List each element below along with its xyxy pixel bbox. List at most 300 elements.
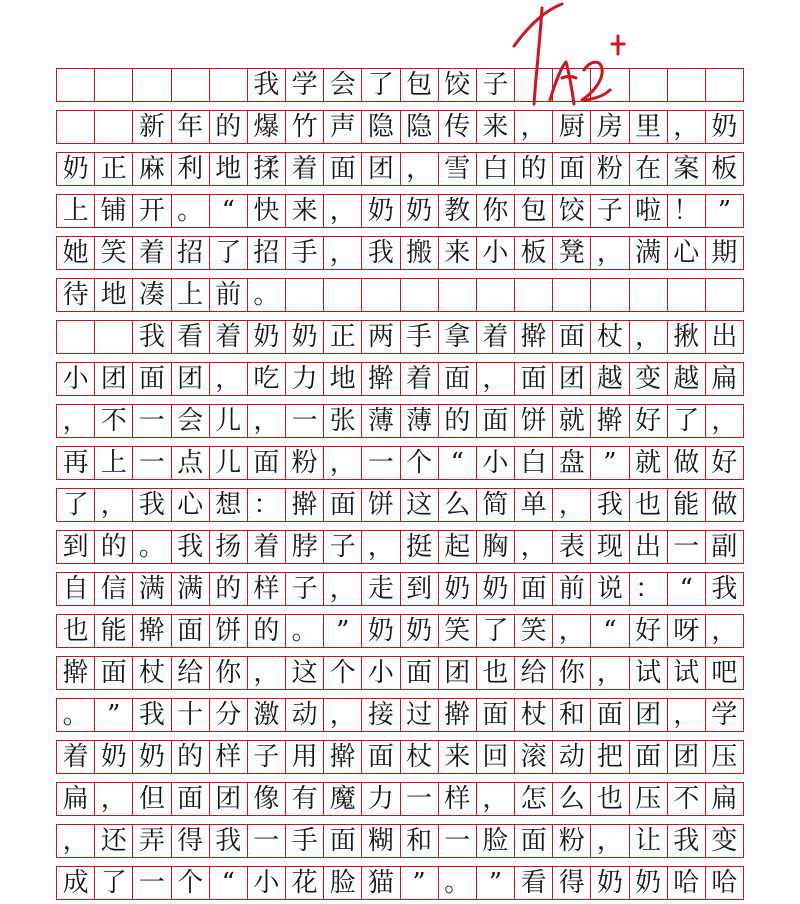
text-char: 满: [172, 573, 210, 606]
text-char: 个: [324, 657, 362, 690]
title-char: 了: [362, 69, 400, 102]
text-char: 传: [439, 111, 477, 144]
text-char: 满: [630, 237, 668, 270]
text-char: 一: [133, 405, 171, 438]
text-char: 前: [553, 573, 591, 606]
grid-row: [56, 656, 744, 690]
text-char: 面: [133, 363, 171, 396]
grid-row: [56, 236, 744, 270]
text-char: ，: [324, 447, 362, 480]
text-char: 在: [630, 153, 668, 186]
text-char: 一: [401, 783, 439, 816]
text-char: 面: [248, 447, 286, 480]
text-char: ”: [401, 867, 439, 900]
text-char: “: [668, 573, 706, 606]
text-char: 扁: [706, 783, 744, 816]
text-char: 面: [95, 657, 133, 690]
text-char: 猫: [362, 867, 400, 900]
text-char: 一: [133, 447, 171, 480]
text-char: 儿: [210, 447, 248, 480]
text-char: 个: [401, 447, 439, 480]
text-char: 隐: [362, 111, 400, 144]
text-char: 的: [172, 741, 210, 774]
text-char: 团: [362, 153, 400, 186]
text-char: 开: [133, 195, 171, 228]
grid-row: [56, 698, 744, 732]
text-char: 副: [706, 531, 744, 564]
text-char: 团: [668, 741, 706, 774]
text-char: 啦: [630, 195, 668, 228]
text-char: 笑: [95, 237, 133, 270]
grid-row: [56, 782, 744, 816]
text-char: 看: [172, 321, 210, 354]
text-char: 饼: [210, 615, 248, 648]
text-char: ，: [515, 111, 553, 144]
text-char: 脖: [286, 531, 324, 564]
text-char: ”: [591, 447, 629, 480]
text-char: 我: [133, 489, 171, 522]
text-char: 儿: [210, 405, 248, 438]
title-char: 饺: [439, 69, 477, 102]
text-char: ，: [591, 657, 629, 690]
grid-row: [56, 614, 744, 648]
text-char: 团: [95, 363, 133, 396]
text-char: 正: [324, 321, 362, 354]
text-char: ，: [324, 573, 362, 606]
text-char: 挺: [401, 531, 439, 564]
empty-cell: [286, 279, 324, 312]
text-char: 说: [591, 573, 629, 606]
empty-cell: [668, 69, 706, 102]
text-char: 声: [324, 111, 362, 144]
grid-row: [56, 446, 744, 480]
grid-row: [56, 488, 744, 522]
text-char: 地: [95, 279, 133, 312]
text-char: 得: [172, 825, 210, 858]
text-char: 待: [57, 279, 95, 312]
text-char: 两: [362, 321, 400, 354]
text-char: 好: [630, 405, 668, 438]
text-char: 的: [210, 573, 248, 606]
text-char: 过: [401, 699, 439, 732]
text-char: 擀: [439, 699, 477, 732]
text-char: 得: [553, 867, 591, 900]
grid-row: [56, 866, 744, 900]
text-char: 粉: [591, 153, 629, 186]
text-char: 哈: [706, 867, 744, 900]
text-char: ”: [324, 615, 362, 648]
text-char: 面: [477, 699, 515, 732]
text-char: 魔: [324, 783, 362, 816]
text-char: ：: [248, 489, 286, 522]
text-char: 薄: [401, 405, 439, 438]
text-char: 擀: [362, 363, 400, 396]
text-char: 简: [477, 489, 515, 522]
empty-cell: [172, 69, 210, 102]
text-char: 单: [515, 489, 553, 522]
text-char: 笑: [439, 615, 477, 648]
text-char: 十: [172, 699, 210, 732]
text-char: 案: [668, 153, 706, 186]
text-char: 上: [57, 195, 95, 228]
text-char: 雪: [439, 153, 477, 186]
empty-cell: [324, 279, 362, 312]
text-char: 样: [248, 573, 286, 606]
text-char: 前: [210, 279, 248, 312]
text-char: ，: [591, 237, 629, 270]
text-char: 着: [57, 741, 95, 774]
text-char: 面: [515, 573, 553, 606]
text-char: 子: [248, 741, 286, 774]
text-char: 怎: [515, 783, 553, 816]
text-char: 的: [439, 405, 477, 438]
text-char: 来: [286, 195, 324, 228]
text-char: 杖: [401, 741, 439, 774]
text-char: ！: [668, 195, 706, 228]
text-char: 压: [706, 741, 744, 774]
empty-cell: [57, 111, 95, 144]
text-char: 能: [95, 615, 133, 648]
text-char: 扁: [57, 783, 95, 816]
text-char: ，: [210, 363, 248, 396]
text-char: 地: [210, 153, 248, 186]
text-char: ，: [706, 405, 744, 438]
empty-cell: [630, 279, 668, 312]
text-char: 个: [172, 867, 210, 900]
text-char: 变: [706, 825, 744, 858]
text-char: 奶: [401, 615, 439, 648]
text-char: ，: [630, 321, 668, 354]
text-char: ，: [95, 783, 133, 816]
text-char: 面: [553, 321, 591, 354]
text-char: 杖: [591, 321, 629, 354]
text-char: 招: [172, 237, 210, 270]
text-char: 力: [362, 783, 400, 816]
text-char: ，: [324, 237, 362, 270]
text-char: ，: [553, 615, 591, 648]
text-char: 笑: [515, 615, 553, 648]
title-char: 我: [248, 69, 286, 102]
text-char: 的: [210, 111, 248, 144]
text-char: 面: [439, 363, 477, 396]
text-char: 白: [515, 447, 553, 480]
text-char: 心: [668, 237, 706, 270]
text-char: 面: [591, 699, 629, 732]
grid-row: [56, 110, 744, 144]
text-char: 滚: [515, 741, 553, 774]
text-char: 着: [210, 321, 248, 354]
text-char: 表: [553, 531, 591, 564]
text-char: ，: [515, 531, 553, 564]
text-char: 着: [286, 153, 324, 186]
text-char: 会: [172, 405, 210, 438]
text-char: 正: [95, 153, 133, 186]
text-char: 里: [630, 111, 668, 144]
text-char: ，: [553, 489, 591, 522]
text-char: 你: [210, 657, 248, 690]
text-char: 利: [172, 153, 210, 186]
text-char: 擀: [133, 615, 171, 648]
text-char: 。: [57, 699, 95, 732]
text-char: 么: [553, 783, 591, 816]
text-char: 到: [57, 531, 95, 564]
text-char: “: [591, 615, 629, 648]
text-char: 杖: [515, 699, 553, 732]
empty-cell: [477, 279, 515, 312]
text-char: 张: [324, 405, 362, 438]
text-char: 奶: [362, 195, 400, 228]
text-char: ，: [248, 657, 286, 690]
grid-row: [56, 572, 744, 606]
text-char: 奶: [95, 741, 133, 774]
text-char: 厨: [553, 111, 591, 144]
text-char: 隐: [401, 111, 439, 144]
text-char: 饼: [515, 405, 553, 438]
text-char: 拿: [439, 321, 477, 354]
empty-cell: [57, 69, 95, 102]
text-char: 好: [630, 615, 668, 648]
text-char: 到: [401, 573, 439, 606]
empty-cell: [57, 321, 95, 354]
text-char: 奶: [477, 573, 515, 606]
text-char: ，: [324, 699, 362, 732]
text-char: 面: [553, 153, 591, 186]
text-char: 面: [324, 825, 362, 858]
text-char: 也: [57, 615, 95, 648]
text-char: 面: [324, 153, 362, 186]
text-char: ，: [591, 825, 629, 858]
empty-cell: [95, 111, 133, 144]
grid-row: [56, 152, 744, 186]
text-char: 着: [248, 531, 286, 564]
text-char: “: [210, 195, 248, 228]
text-char: 面: [630, 741, 668, 774]
text-char: 手: [286, 825, 324, 858]
text-char: 子: [591, 195, 629, 228]
text-char: 胸: [477, 531, 515, 564]
text-char: 团: [630, 699, 668, 732]
text-char: 成: [57, 867, 95, 900]
text-char: 学: [706, 699, 744, 732]
text-char: 面: [477, 405, 515, 438]
text-char: 了: [95, 867, 133, 900]
text-char: 扁: [706, 363, 744, 396]
text-char: 呀: [668, 615, 706, 648]
text-char: 凑: [133, 279, 171, 312]
text-char: 擀: [324, 741, 362, 774]
empty-cell: [515, 279, 553, 312]
text-char: 样: [210, 741, 248, 774]
text-char: 板: [706, 153, 744, 186]
text-char: 奶: [57, 153, 95, 186]
title-char: 子: [477, 69, 515, 102]
text-char: 。: [172, 195, 210, 228]
text-char: 了: [477, 615, 515, 648]
empty-cell: [133, 69, 171, 102]
text-char: 面: [172, 615, 210, 648]
text-char: 擀: [591, 405, 629, 438]
text-char: 和: [553, 699, 591, 732]
text-char: 自: [57, 573, 95, 606]
text-char: 有: [286, 783, 324, 816]
text-char: 激: [248, 699, 286, 732]
grid-row: [56, 320, 744, 354]
text-char: 动: [553, 741, 591, 774]
text-char: 搬: [401, 237, 439, 270]
text-char: 小: [477, 447, 515, 480]
text-char: 和: [401, 825, 439, 858]
text-char: 我: [133, 699, 171, 732]
text-char: 奶: [630, 867, 668, 900]
text-char: ，: [477, 363, 515, 396]
text-char: 满: [133, 573, 171, 606]
text-char: 让: [630, 825, 668, 858]
text-char: 面: [362, 741, 400, 774]
text-char: 饼: [362, 489, 400, 522]
title-char: 学: [286, 69, 324, 102]
text-char: ：: [630, 573, 668, 606]
text-char: 教: [439, 195, 477, 228]
text-char: 来: [477, 111, 515, 144]
text-char: ，: [706, 615, 744, 648]
text-char: 竹: [286, 111, 324, 144]
text-char: 糊: [362, 825, 400, 858]
text-char: 薄: [362, 405, 400, 438]
text-char: 试: [630, 657, 668, 690]
text-char: 面: [172, 783, 210, 816]
text-char: 越: [591, 363, 629, 396]
text-char: 子: [286, 573, 324, 606]
text-char: “: [210, 867, 248, 900]
text-char: 杖: [133, 657, 171, 690]
text-char: 出: [630, 531, 668, 564]
text-char: ”: [477, 867, 515, 900]
text-char: 铺: [95, 195, 133, 228]
empty-cell: [591, 279, 629, 312]
text-char: 脸: [477, 825, 515, 858]
text-char: 我: [172, 531, 210, 564]
text-char: 粉: [553, 825, 591, 858]
text-char: 给: [172, 657, 210, 690]
text-char: 奶: [706, 111, 744, 144]
text-char: 这: [286, 657, 324, 690]
text-char: 不: [668, 783, 706, 816]
grid-row: [56, 740, 744, 774]
empty-cell: [362, 279, 400, 312]
text-char: ，: [95, 489, 133, 522]
text-char: 我: [591, 489, 629, 522]
text-char: 不: [95, 405, 133, 438]
text-char: ，: [57, 825, 95, 858]
text-char: 点: [172, 447, 210, 480]
text-char: 盘: [553, 447, 591, 480]
text-char: 手: [401, 321, 439, 354]
grid-row: [56, 278, 744, 312]
text-char: ，: [324, 195, 362, 228]
text-char: 招: [248, 237, 286, 270]
text-char: 团: [553, 363, 591, 396]
grid-row: [56, 194, 744, 228]
text-char: 弄: [133, 825, 171, 858]
text-char: 一: [286, 405, 324, 438]
text-char: 面: [515, 825, 553, 858]
empty-cell: [668, 279, 706, 312]
text-char: 。: [286, 615, 324, 648]
text-char: 就: [630, 447, 668, 480]
empty-cell: [553, 279, 591, 312]
text-char: 板: [515, 237, 553, 270]
text-char: 奶: [133, 741, 171, 774]
text-char: 白: [477, 153, 515, 186]
text-char: 想: [210, 489, 248, 522]
text-char: 信: [95, 573, 133, 606]
text-char: 。: [439, 867, 477, 900]
text-char: 试: [668, 657, 706, 690]
text-char: 看: [515, 867, 553, 900]
title-char: 会: [324, 69, 362, 102]
text-char: 包: [515, 195, 553, 228]
text-char: 我: [362, 237, 400, 270]
text-char: 快: [248, 195, 286, 228]
text-char: 年: [172, 111, 210, 144]
text-char: 还: [95, 825, 133, 858]
text-char: 压: [630, 783, 668, 816]
text-char: 擀: [286, 489, 324, 522]
text-char: 花: [286, 867, 324, 900]
text-char: 给: [515, 657, 553, 690]
text-char: 团: [439, 657, 477, 690]
title-row: [56, 68, 744, 102]
composition-grid: [56, 68, 744, 904]
text-char: ”: [95, 699, 133, 732]
text-char: 心: [172, 489, 210, 522]
text-char: 一: [439, 825, 477, 858]
text-char: 小: [248, 867, 286, 900]
text-char: 吧: [706, 657, 744, 690]
text-char: 分: [210, 699, 248, 732]
text-char: ，: [477, 783, 515, 816]
text-char: 奶: [439, 573, 477, 606]
grid-row: [56, 824, 744, 858]
text-char: 再: [57, 447, 95, 480]
text-char: 奶: [591, 867, 629, 900]
text-char: 麻: [133, 153, 171, 186]
text-char: 着: [401, 363, 439, 396]
text-char: 这: [401, 489, 439, 522]
grid-row: [56, 530, 744, 564]
text-char: 走: [362, 573, 400, 606]
text-char: 能: [668, 489, 706, 522]
text-char: 来: [439, 237, 477, 270]
text-char: “: [439, 447, 477, 480]
text-char: 好: [706, 447, 744, 480]
text-char: 了: [210, 237, 248, 270]
text-char: 动: [286, 699, 324, 732]
text-char: 着: [477, 321, 515, 354]
text-char: 奶: [286, 321, 324, 354]
title-char: 包: [401, 69, 439, 102]
empty-cell: [95, 321, 133, 354]
text-char: 地: [324, 363, 362, 396]
text-char: 我: [668, 825, 706, 858]
text-char: 也: [477, 657, 515, 690]
text-char: 期: [706, 237, 744, 270]
text-char: 团: [210, 783, 248, 816]
text-char: 扬: [210, 531, 248, 564]
text-char: 了: [668, 405, 706, 438]
text-char: 擀: [515, 321, 553, 354]
text-char: 样: [439, 783, 477, 816]
